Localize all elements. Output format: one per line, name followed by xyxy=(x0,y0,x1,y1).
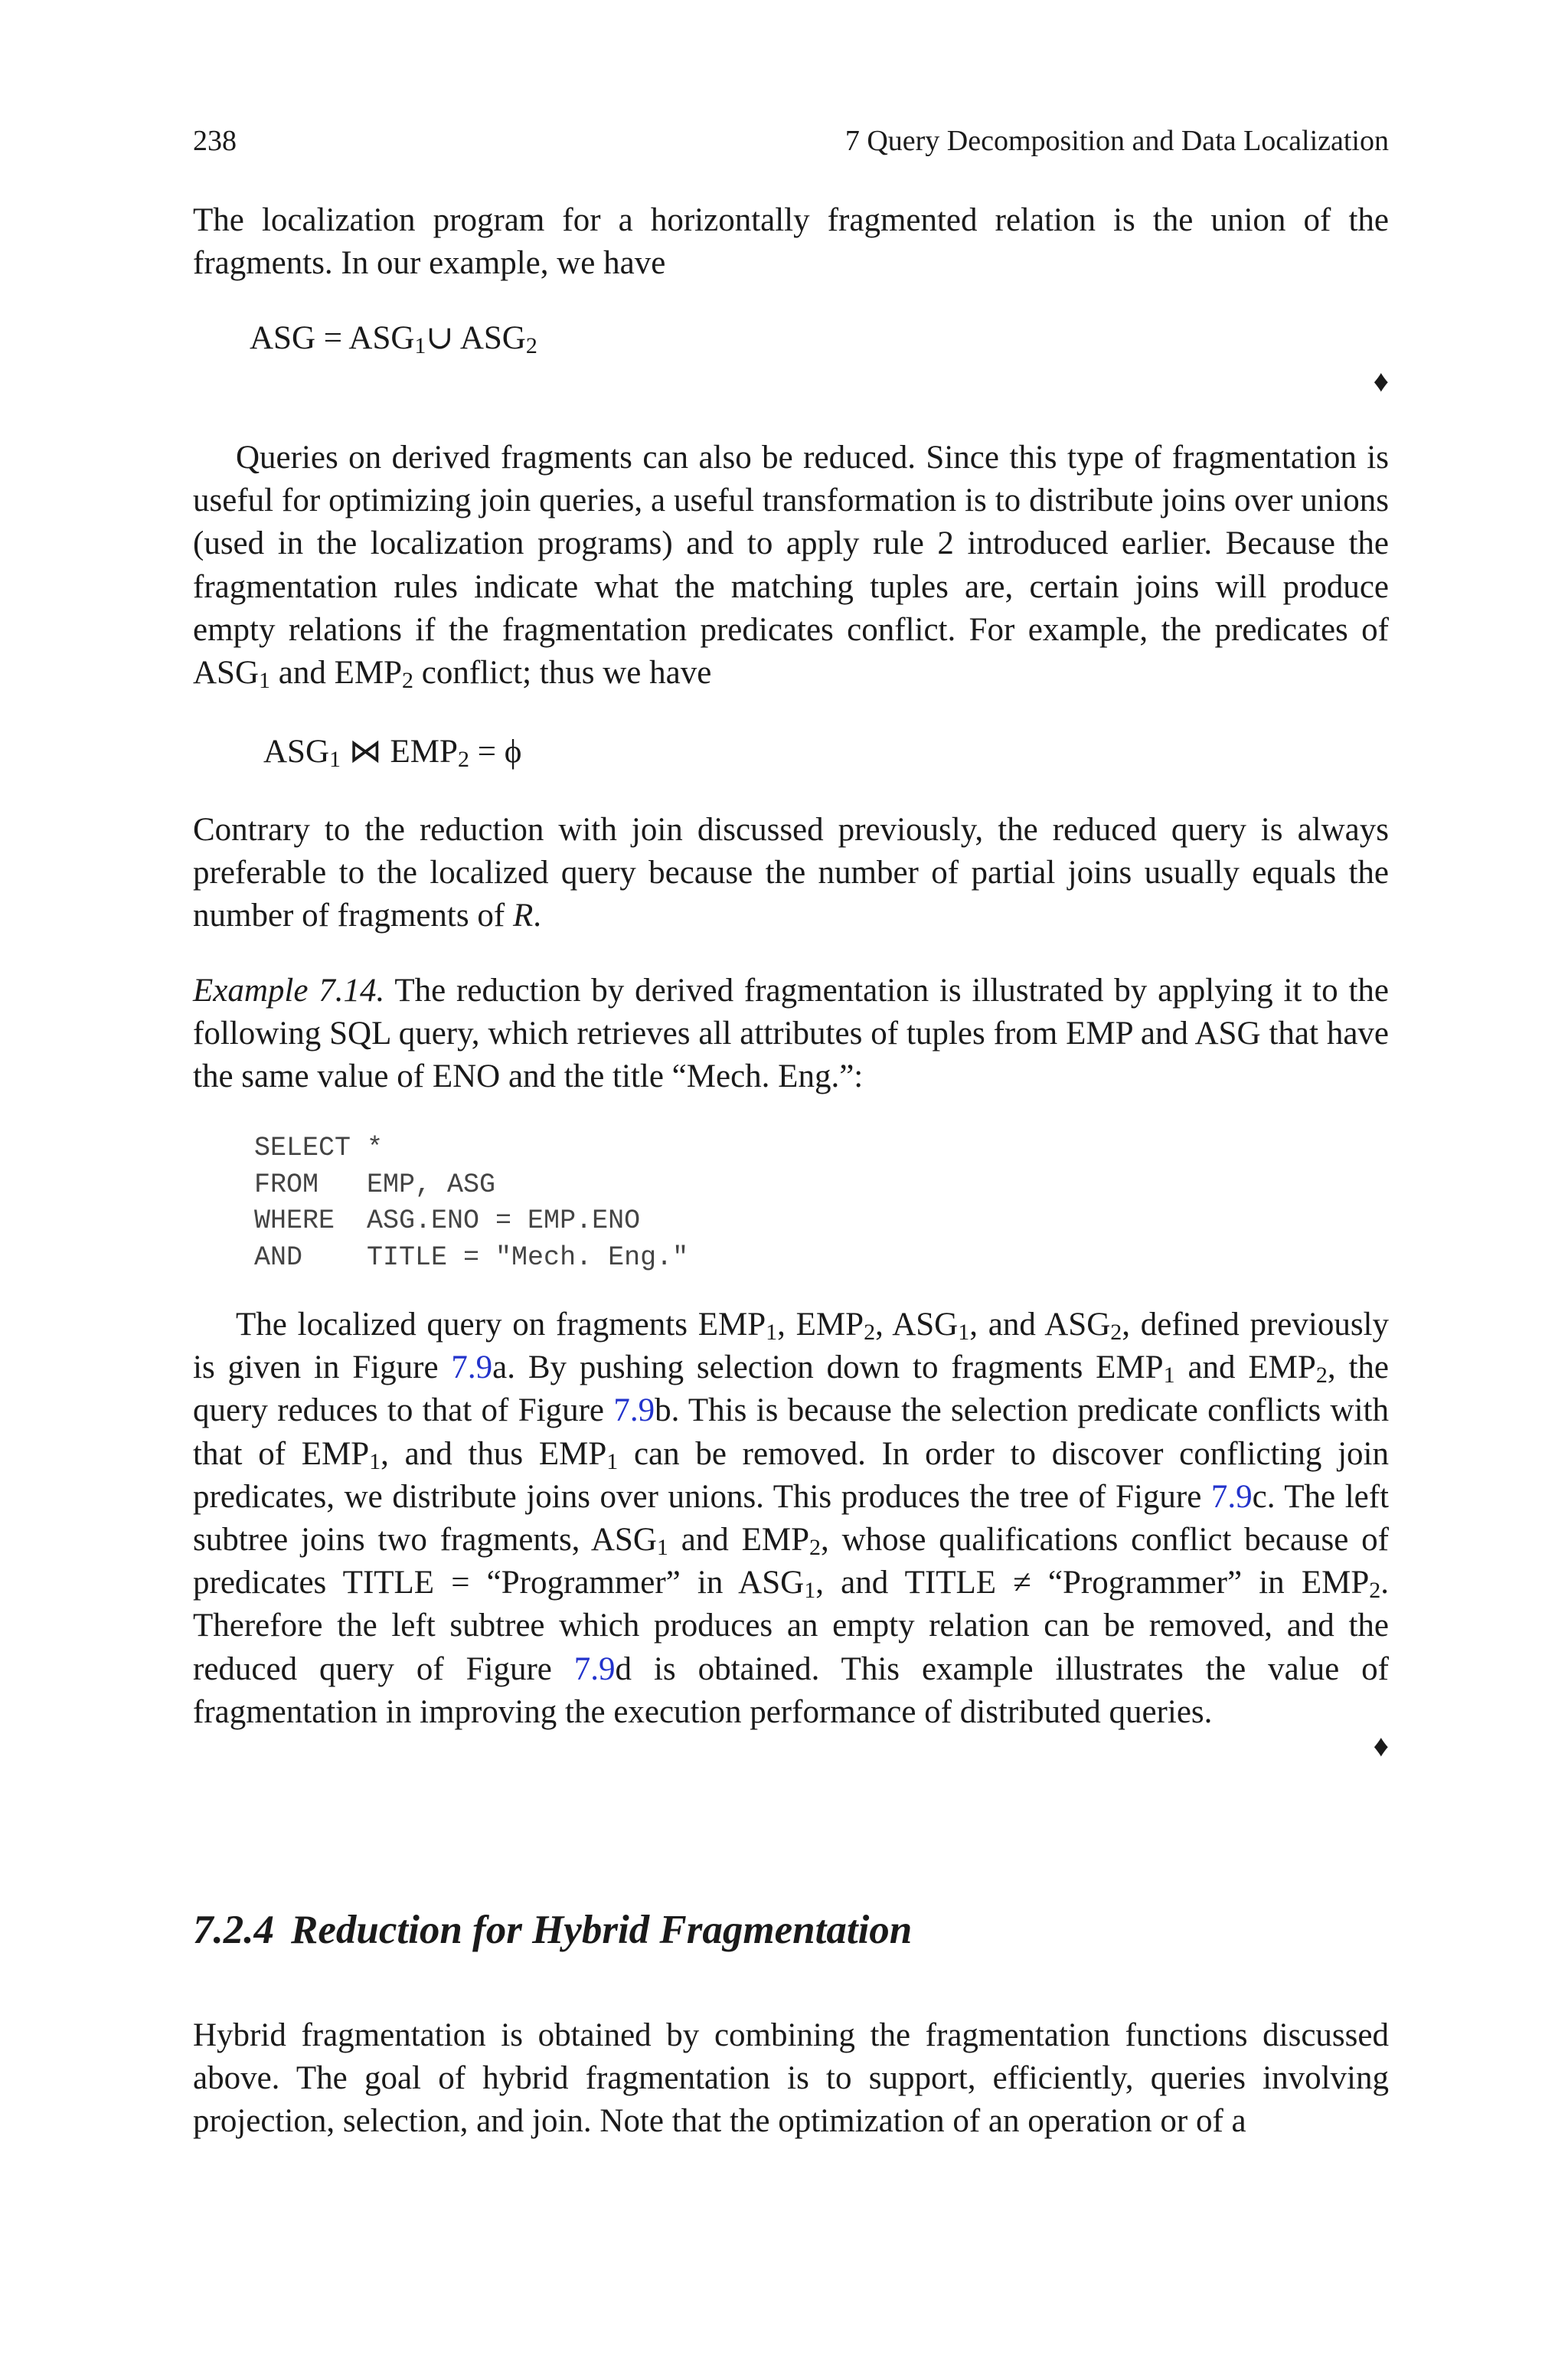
paragraph-hybrid-fragmentation: Hybrid fragmentation is obtained by combining the fragmentation functions discussed above. The goal of hybrid fragmentation is to support, efficiently, queries involving projection, selection, and join. Note that the optimization of an operation or of a xyxy=(193,2017,1389,2140)
section-heading xyxy=(193,1905,912,1954)
end-of-example-marker: ♦ xyxy=(1373,1729,1389,1763)
figure-link[interactable]: 7.9 xyxy=(573,1650,616,1687)
figure-link[interactable]: 7.9 xyxy=(1210,1478,1253,1515)
section-number: 7.2.4 xyxy=(193,1908,274,1952)
equation-asg-union: ASG = $ASG_1\cup$ $ASG_2$ xyxy=(250,320,537,358)
section-title: Reduction for Hybrid Fragmentation xyxy=(291,1908,913,1952)
sql-line: AND TITLE = "Mech. Eng." xyxy=(254,1241,689,1273)
paragraph-union-program: The localization program for a horizontally fragmented relation is the union of the fragments. In our example, we have xyxy=(193,202,1389,282)
figure-link[interactable]: 7.9 xyxy=(451,1349,493,1386)
sql-code-block xyxy=(254,1130,688,1276)
equation-empty-join: $ASG_1$ ⋈ $EMP_2 = \phi$ xyxy=(263,734,522,772)
paragraph-derived-fragments: Queries on derived fragments can also be reduced. Since this type of fragmentation is useful for optimizing join queries, a useful transformation is to distribute joins over unions (used in the localization programs) and to apply rule 2 introduced earlier. Because the fragmentation rules indicate what the matching tuples are, certain joins will produce empty relations if the fragmentation predicates conflict. For example, the predicates of $ASG_1$ and $EMP_2$ conflict; thus we have xyxy=(193,440,1389,694)
sql-line: FROM EMP, ASG xyxy=(254,1169,496,1200)
paragraph-example-7-14: Example 7.14. The reduction by derived fragmentation is illustrated by applying it to the following SQL query, which retrieves all attributes of tuples from EMP and ASG that have the same value of ENO and the title “Mech. Eng.”: xyxy=(193,973,1390,1095)
end-of-example-marker: ♦ xyxy=(1373,364,1389,398)
page-number: 238 xyxy=(193,125,237,157)
example-label: Example 7.14. xyxy=(193,973,385,1009)
figure-link[interactable]: 7.9 xyxy=(613,1392,655,1429)
paragraph-reduced-query: Contrary to the reduction with join discussed previously, the reduced query is always preferable to the localized query because the number of partial joins usually equals the number of fragments of R. xyxy=(193,812,1389,934)
sql-line: SELECT * xyxy=(254,1133,384,1163)
chapter-title: 7 Query Decomposition and Data Localization xyxy=(844,125,1389,157)
paragraph-localized-query: The localized query on fragments $EMP_1$, $EMP_2$, $ASG_1$, and $ASG_2$, defined previously is given in Figure 7.9a. By pushing selection down to fragments $EMP_1$ and $EMP_2$, the query reduces to that of Figure 7.9b. This is because the selection predicate conflicts with that of $EMP_1$, and thus $EMP_1$ can be removed. In order to discover conflicting join predicates, we distribute joins over unions. This produces the tree of Figure 7.9c. The left subtree joins two fragments, $ASG_1$ and $EMP_2$, whose qualifications conflict because of predicates TITLE = “Programmer” in $ASG_1$, and TITLE ≠ “Programmer” in $EMP_2$. Therefore the left subtree which produces an empty relation can be removed, and the reduced query of Figure 7.9d is obtained. This example illustrates the value of fragmentation in improving the execution performance of distributed queries. xyxy=(193,1307,1390,1730)
sql-line: WHERE ASG.ENO = EMP.ENO xyxy=(254,1205,641,1236)
